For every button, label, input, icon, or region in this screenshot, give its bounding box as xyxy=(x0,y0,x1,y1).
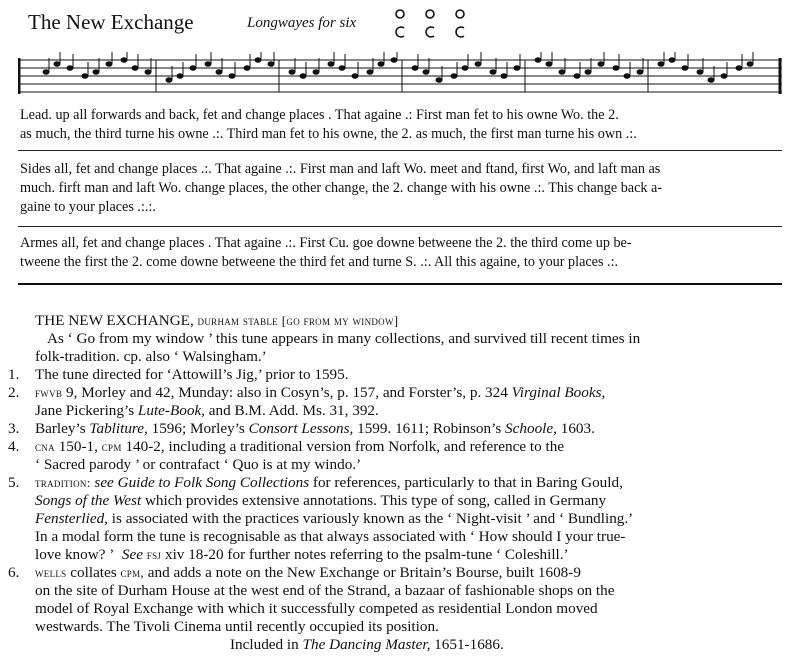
divider xyxy=(18,150,782,151)
figure-line: Armes all, fet and change places . That againe .:. First Cu. goe downe betweene the 2. the third come up be- xyxy=(20,235,632,251)
note-1: The tune directed for ‘Attowill’s Jig,’ prior to 1595. xyxy=(35,366,349,383)
figure-line: Lead. up all forwards and back, fet and change places . That againe .: First man fet to his owne Wo. the 2. xyxy=(20,107,619,123)
note-2-cont: Jane Pickering’s Lute-Book, and B.M. Add. Ms. 31, 392. xyxy=(35,402,379,419)
note-6-cont: model of Royal Exchange with which it successfully competed as residential London moved xyxy=(35,600,598,617)
note-5-cont: Fensterlied, is associated with the practices variously known as the ‘ Night-visit ’ and ‘ Bundling.’ xyxy=(35,510,634,527)
figure-line: much. firft man and laft Wo. change places, the other change, the 2. change with his owne .:. This change back a- xyxy=(20,180,663,196)
figure-2 xyxy=(20,160,782,217)
intro-line: folk-tradition. cp. also ‘ Walsingham.’ xyxy=(35,348,267,365)
note-number: 2. xyxy=(8,384,20,401)
note-6-cont: on the site of Durham House at the west end of the Strand, a bazaar of fashionable shops on the xyxy=(35,582,615,599)
note-5: tradition: see Guide to Folk Song Collections for references, particularly to that in Baring Gould, xyxy=(35,474,623,491)
note-number: 3. xyxy=(8,420,20,437)
note-6-cont: westwards. The Tivoli Cinema until recently occupied its position. xyxy=(35,618,439,635)
note-number: 1. xyxy=(8,366,20,383)
dance-subtitle: Longwayes for six xyxy=(247,15,357,31)
figure-line: gaine to your places .:.:. xyxy=(20,199,156,215)
figure-line: as much, the third turne his owne .:. Third man fet to his owne, the 2. as much, the first man turne his own .:. xyxy=(20,126,637,142)
note-2: fwvb 9, Morley and 42, Munday: also in Cosyn’s, p. 157, and Forster’s, p. 324 Virginal Books, xyxy=(35,384,606,401)
figure-3 xyxy=(20,234,782,272)
note-5-cont: love know? ’ See fsj xiv 18-20 for further notes referring to the psalm-tune ‘ Coleshill.’ xyxy=(35,546,569,563)
footer-source: Included in The Dancing Master, 1651-1686. xyxy=(230,636,504,653)
notes-heading: THE NEW EXCHANGE, durham stable [go from my window] xyxy=(35,312,399,329)
note-number: 6. xyxy=(8,564,20,581)
note-3: Barley’s Tabliture, 1596; Morley’s Consort Lessons, 1599. 1611; Robinson’s Schoole, 1603. xyxy=(35,420,595,437)
note-6: wells collates cpm, and adds a note on the New Exchange or Britain’s Bourse, built 1608-9 xyxy=(35,564,581,581)
longways-formation-icon xyxy=(392,6,472,40)
note-4: cna 150-1, cpm 140-2, including a traditional version from Norfolk, and reference to the xyxy=(35,438,565,455)
figure-line: tweene the first the 2. come downe betweene the third fet and turne S. .:. All this againe, to your places .:. xyxy=(20,254,619,270)
divider xyxy=(18,226,782,227)
note-number: 5. xyxy=(8,474,20,491)
divider xyxy=(18,283,782,285)
intro-line: As ‘ Go from my window ’ this tune appears in many collections, and survived till recent times in xyxy=(47,330,641,347)
note-number: 4. xyxy=(8,438,20,455)
dance-title: The New Exchange xyxy=(28,10,194,34)
music-staff xyxy=(18,52,782,102)
note-5-cont: In a modal form the tune is recognisable as that always associated with ‘ How should I your true- xyxy=(35,528,626,545)
note-5-cont: Songs of the West which provides extensive annotations. This type of song, called in Germany xyxy=(35,492,607,509)
figure-line: Sides all, fet and change places .:. That againe .:. First man and laft Wo. meet and ftand, first Wo, and laft man as xyxy=(20,161,661,177)
figure-1 xyxy=(20,106,782,144)
note-4-cont: ‘ Sacred parody ’ or contrafact ‘ Quo is at my windo.’ xyxy=(35,456,362,473)
